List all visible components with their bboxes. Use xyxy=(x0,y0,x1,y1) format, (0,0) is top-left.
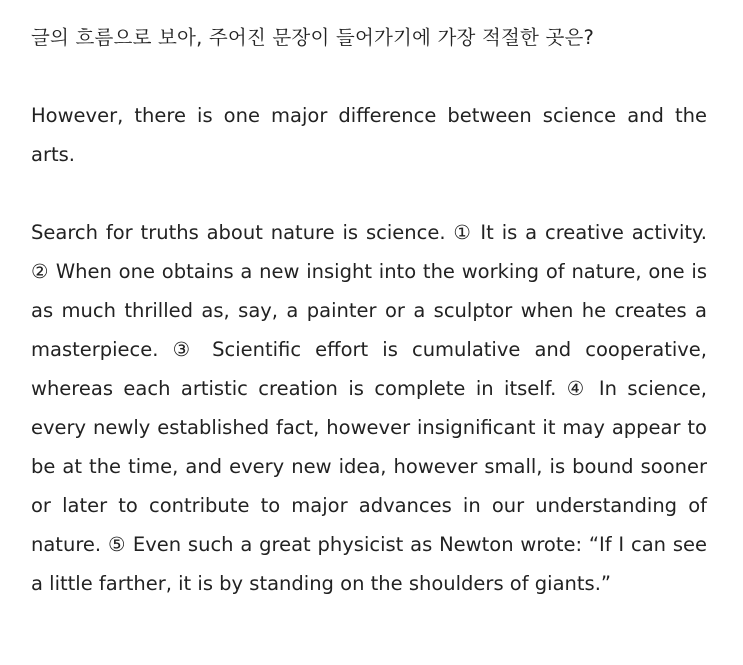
document-page xyxy=(31,18,707,603)
passage-segment: Even such a great physicist as Newton wrote: “If I can see a little farther, it is by standing on the shoulders of giants.” xyxy=(31,533,708,595)
position-marker-4: ④ xyxy=(566,377,589,400)
position-marker-3: ③ xyxy=(172,338,198,361)
position-marker-5: ⑤ xyxy=(107,533,127,556)
passage-segment: In science, every newly established fact, however insignificant it may appear to be at the time, and every new idea, however small, is bound sooner or later to contribute to major advances in our understanding of nature. xyxy=(31,377,708,556)
position-marker-2: ② xyxy=(31,260,50,283)
passage-segment: When one obtains a new insight into the working of nature, one is as much thrilled as, say, a painter or a sculptor when he creates a masterpiece. xyxy=(31,260,708,361)
passage-segment: It is a creative activity. xyxy=(472,221,707,244)
given-sentence: However, there is one major difference between science and the arts. xyxy=(31,104,707,166)
passage xyxy=(31,213,707,603)
question-prompt: 글의 흐름으로 보아, 주어진 문장이 들어가기에 가장 적절한 곳은? xyxy=(31,26,595,49)
passage-segment: Scientific effort is cumulative and cooperative, whereas each artistic creation is complete in itself. xyxy=(31,338,708,400)
position-marker-1: ① xyxy=(453,221,473,244)
passage-segment: Search for truths about nature is science. xyxy=(31,221,454,244)
